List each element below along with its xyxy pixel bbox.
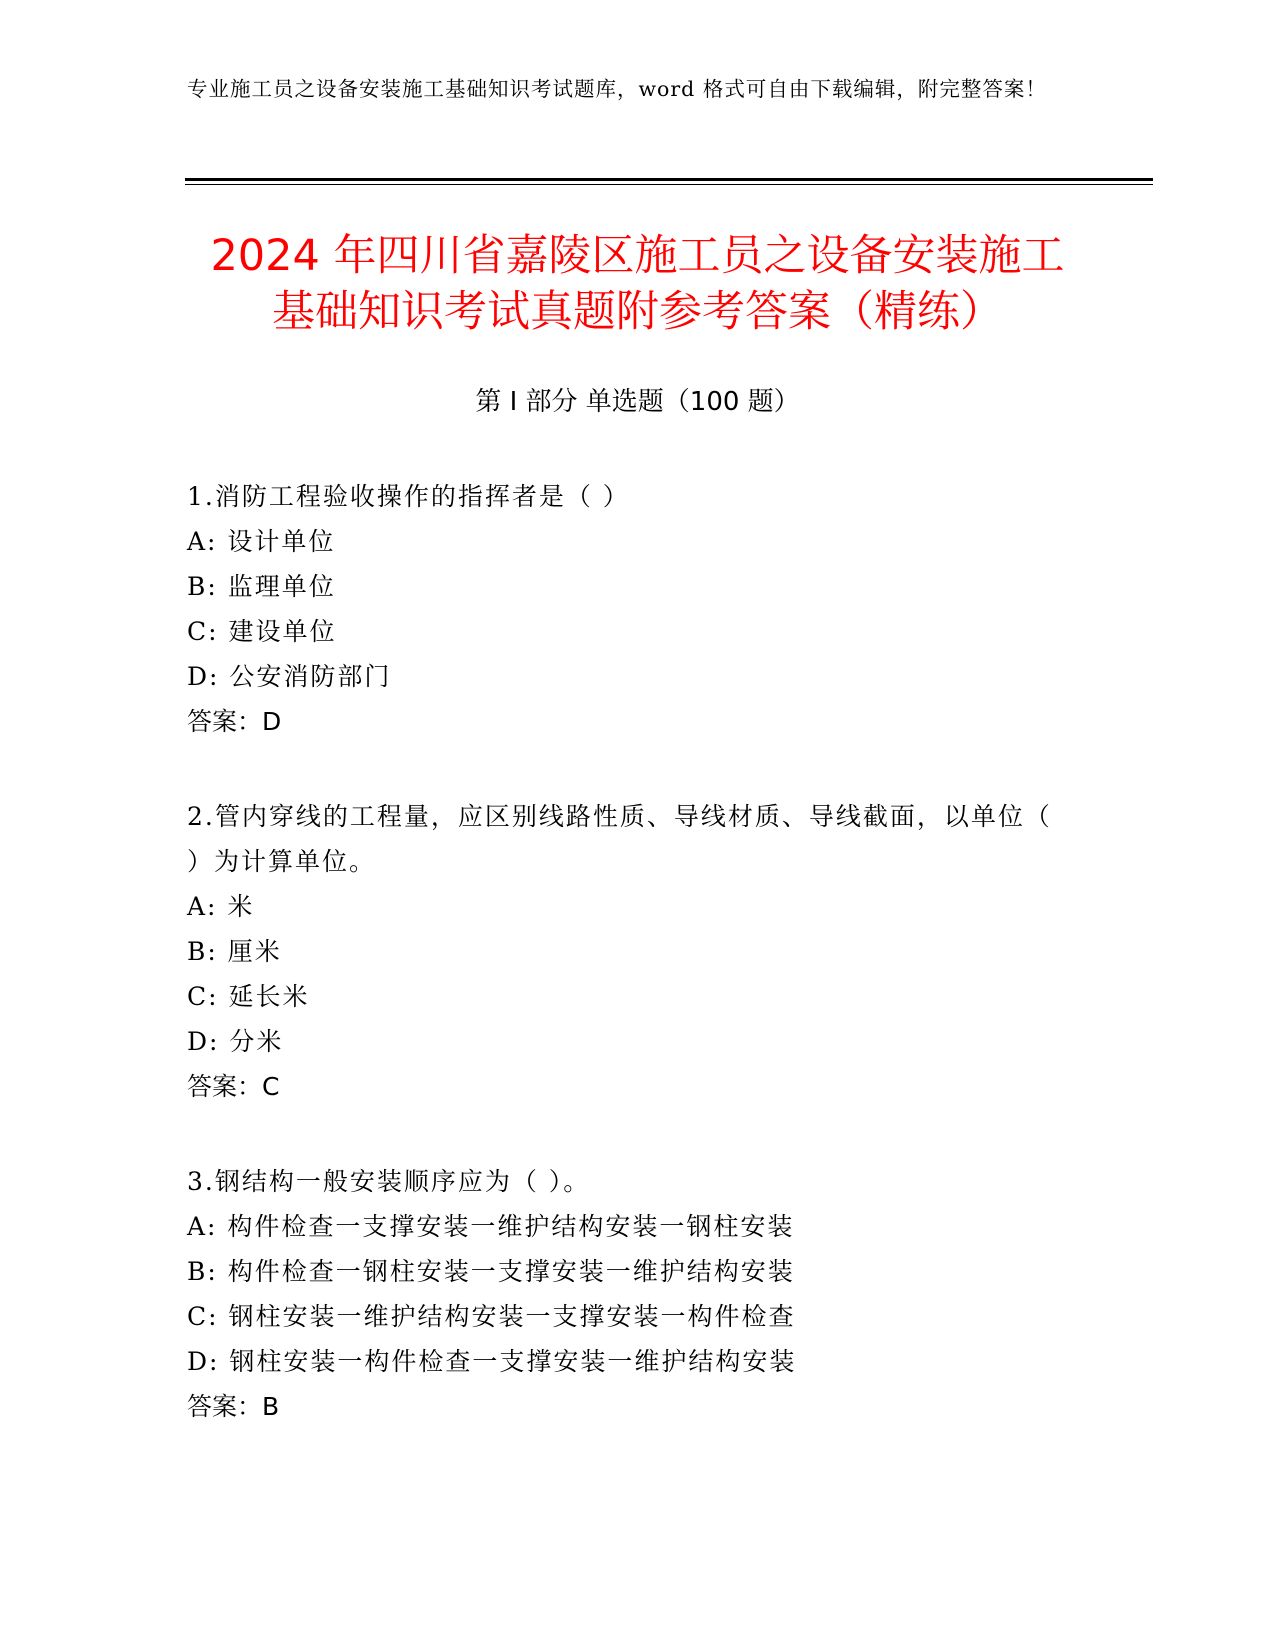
document-title (140, 228, 1135, 340)
document-title-line-2: 基础知识考试真题附参考答案（精练） (272, 287, 1003, 337)
option-a: A: 构件检查一支撑安装一维护结构安装一钢柱安装 (187, 1212, 795, 1241)
option-c: C: 建设单位 (187, 617, 337, 646)
question-text: 1.消防工程验收操作的指挥者是（ ） (187, 482, 630, 511)
question-list (187, 474, 1067, 1479)
document-title-line-1: 2024 年四川省嘉陵区施工员之设备安装施工 (210, 231, 1065, 281)
header-note: 专业施工员之设备安装施工基础知识考试题库，word 格式可自由下载编辑，附完整答案！ (187, 77, 1047, 101)
header-divider-thin (185, 184, 1153, 185)
option-d: D: 分米 (187, 1027, 284, 1056)
question-1 (187, 474, 1067, 744)
answer: 答案：D (187, 707, 282, 736)
answer: 答案：B (187, 1392, 280, 1421)
option-c: C: 钢柱安装一维护结构安装一支撑安装一构件检查 (187, 1302, 796, 1331)
section-title: 第 I 部分 单选题（100 题） (475, 387, 800, 417)
option-c: C: 延长米 (187, 982, 310, 1011)
option-a: A: 设计单位 (187, 527, 336, 556)
option-d: D: 公安消防部门 (187, 662, 392, 691)
option-b: B: 厘米 (187, 937, 282, 966)
question-2 (187, 794, 1067, 1109)
option-b: B: 构件检查一钢柱安装一支撑安装一维护结构安装 (187, 1257, 795, 1286)
option-a: A: 米 (187, 892, 255, 921)
option-d: D: 钢柱安装一构件检查一支撑安装一维护结构安装 (187, 1347, 797, 1376)
question-text: 2.管内穿线的工程量，应区别线路性质、导线材质、导线截面，以单位（ ）为计算单位。 (187, 802, 1052, 876)
question-3 (187, 1159, 1067, 1429)
answer: 答案：C (187, 1072, 280, 1101)
option-b: B: 监理单位 (187, 572, 336, 601)
header-divider-thick (185, 178, 1153, 181)
question-text: 3.钢结构一般安装顺序应为（ ）。 (187, 1167, 591, 1196)
